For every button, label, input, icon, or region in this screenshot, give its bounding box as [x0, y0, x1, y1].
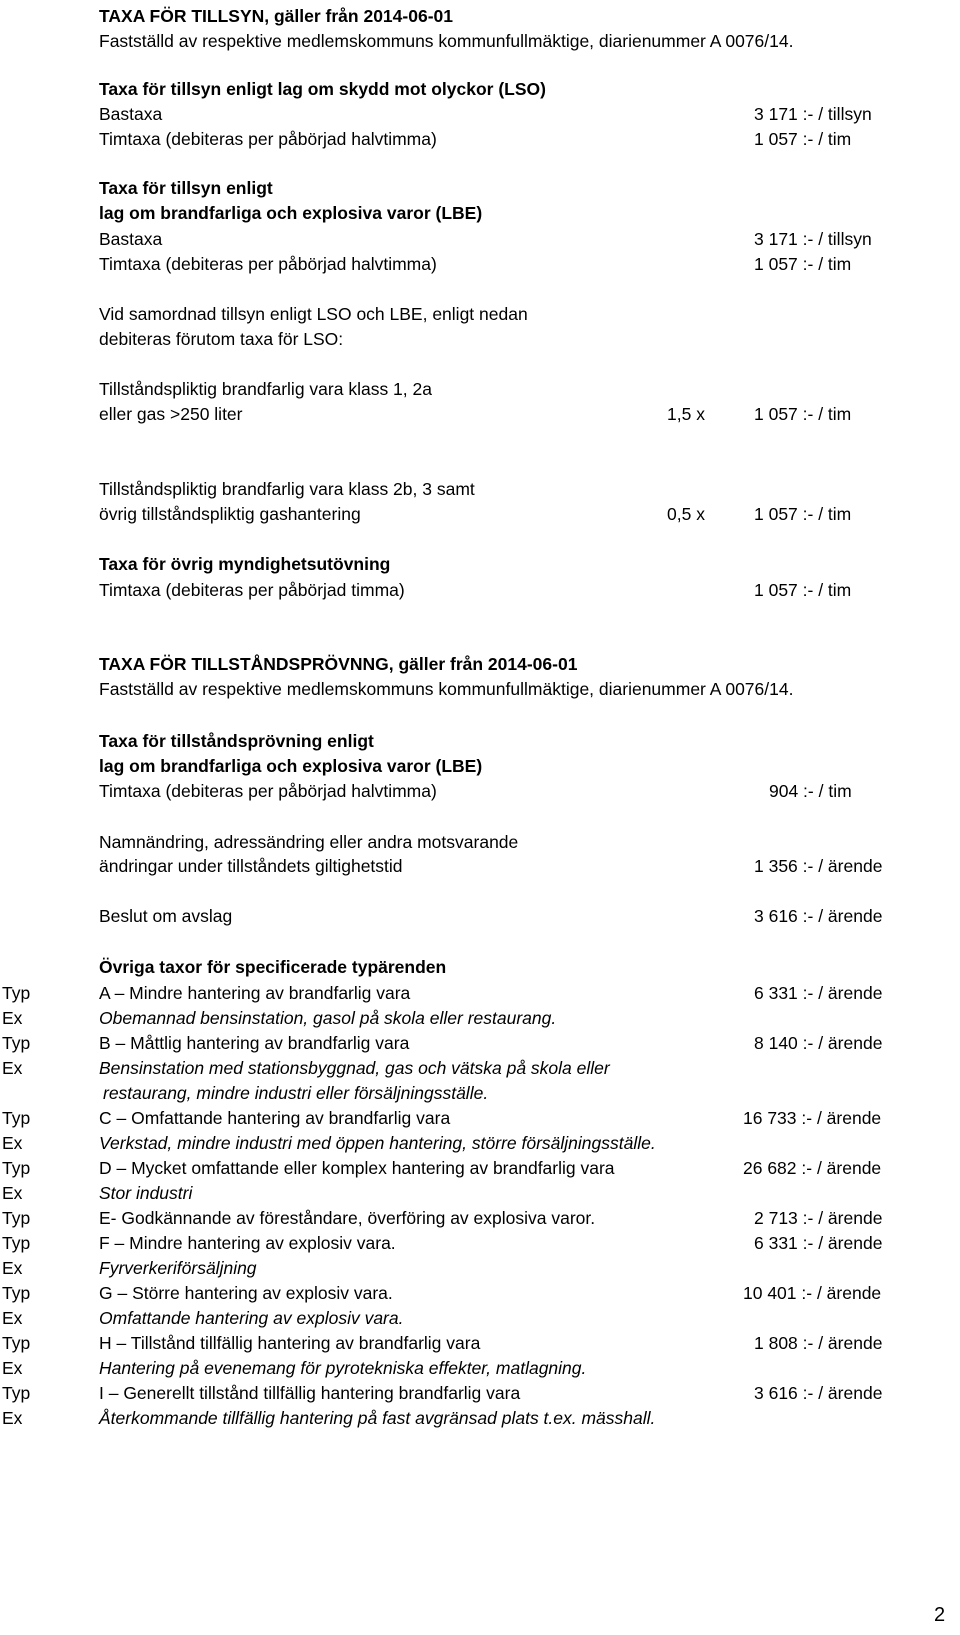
row-tag: Ex: [2, 1308, 23, 1328]
row-tag: Typ: [2, 1383, 31, 1403]
row-example: Bensinstation med stationsbyggnad, gas och vätska på skola eller: [99, 1058, 610, 1078]
tillstand-timtaxa-value: 904 :- / tim: [769, 781, 852, 801]
avslag-label: Beslut om avslag: [99, 906, 233, 926]
klass2b-line-1: Tillståndspliktig brandfarlig vara klass 2b, 3 samt: [99, 479, 475, 499]
tillstand-title: TAXA FÖR TILLSTÅNDSPRÖVNNG, gäller från 2014-06-01: [99, 654, 578, 674]
lbe-heading-line-1: Taxa för tillsyn enligt: [99, 178, 273, 198]
tillsyn-title: TAXA FÖR TILLSYN, gäller från 2014-06-01: [99, 6, 453, 26]
row-text: F – Mindre hantering av explosiv vara.: [99, 1233, 396, 1253]
row-example: Hantering på evenemang för pyrotekniska effekter, matlagning.: [99, 1358, 587, 1378]
row-tag: Ex: [2, 1258, 23, 1278]
lbe-bastaxa-value: 3 171 :- / tillsyn: [754, 229, 872, 249]
row-value: 16 733 :- / ärende: [743, 1108, 882, 1128]
lso-timtaxa-label: Timtaxa (debiteras per påbörjad halvtimma): [99, 129, 437, 149]
row-value: 10 401 :- / ärende: [743, 1283, 882, 1303]
row-tag: Typ: [2, 983, 31, 1003]
avslag-value: 3 616 :- / ärende: [754, 906, 883, 926]
samordnad-line-2: debiteras förutom taxa för LSO:: [99, 329, 344, 349]
row-tag: Typ: [2, 1333, 31, 1353]
row-example: Obemannad bensinstation, gasol på skola eller restaurang.: [99, 1008, 557, 1028]
row-text: I – Generellt tillstånd tillfällig hantering brandfarlig vara: [99, 1383, 521, 1403]
lbe-heading-line-2: lag om brandfarliga och explosiva varor (LBE): [99, 203, 483, 223]
samordnad-line-1: Vid samordnad tillsyn enligt LSO och LBE, enligt nedan: [99, 304, 528, 324]
row-text: H – Tillstånd tillfällig hantering av brandfarlig vara: [99, 1333, 481, 1353]
ovrig-label: Timtaxa (debiteras per påbörjad timma): [99, 580, 405, 600]
row-value: 2 713 :- / ärende: [754, 1208, 883, 1228]
klass2b-value: 1 057 :- / tim: [754, 504, 852, 524]
klass1-value: 1 057 :- / tim: [754, 404, 852, 424]
row-example: Omfattande hantering av explosiv vara.: [99, 1308, 404, 1328]
row-value: 8 140 :- / ärende: [754, 1033, 883, 1053]
klass1-line-1: Tillståndspliktig brandfarlig vara klass 1, 2a: [99, 379, 432, 399]
row-tag: Typ: [2, 1158, 31, 1178]
lbe-timtaxa-label: Timtaxa (debiteras per påbörjad halvtimma): [99, 254, 437, 274]
row-text: A – Mindre hantering av brandfarlig vara: [99, 983, 411, 1003]
namnandring-line-1: Namnändring, adressändring eller andra motsvarande: [99, 832, 519, 852]
row-example-continued: restaurang, mindre industri eller försäljningsställe.: [103, 1083, 489, 1103]
row-tag: Ex: [2, 1358, 23, 1378]
ovriga-heading: Övriga taxor för specificerade typärenden: [99, 957, 447, 977]
tillsyn-subtitle: Fastställd av respektive medlemskommuns kommunfullmäktige, diarienummer A 0076/14.: [99, 31, 794, 51]
row-text: E- Godkännande av föreståndare, överföring av explosiva varor.: [99, 1208, 596, 1228]
klass1-line-2: eller gas >250 liter: [99, 404, 243, 424]
row-value: 3 616 :- / ärende: [754, 1383, 883, 1403]
row-example: Fyrverkeriförsäljning: [99, 1258, 257, 1278]
row-text: C – Omfattande hantering av brandfarlig vara: [99, 1108, 451, 1128]
ovrig-value: 1 057 :- / tim: [754, 580, 852, 600]
klass2b-line-2: övrig tillståndspliktig gashantering: [99, 504, 361, 524]
row-text: G – Större hantering av explosiv vara.: [99, 1283, 393, 1303]
tillstand-heading-line-2: lag om brandfarliga och explosiva varor (LBE): [99, 756, 483, 776]
row-tag: Typ: [2, 1033, 31, 1053]
tillstand-heading-line-1: Taxa för tillståndsprövning enligt: [99, 731, 374, 751]
lso-bastaxa-value: 3 171 :- / tillsyn: [754, 104, 872, 124]
lso-bastaxa-label: Bastaxa: [99, 104, 163, 124]
row-tag: Typ: [2, 1208, 31, 1228]
page-number: 2: [934, 1604, 946, 1626]
namnandring-value: 1 356 :- / ärende: [754, 856, 883, 876]
row-value: 1 808 :- / ärende: [754, 1333, 883, 1353]
row-tag: Ex: [2, 1133, 23, 1153]
row-tag: Ex: [2, 1183, 23, 1203]
row-value: 26 682 :- / ärende: [743, 1158, 882, 1178]
row-text: B – Måttlig hantering av brandfarlig vara: [99, 1033, 410, 1053]
row-example: Återkommande tillfällig hantering på fast avgränsad plats t.ex. mässhall.: [99, 1408, 656, 1428]
row-tag: Ex: [2, 1008, 23, 1028]
namnandring-line-2: ändringar under tillståndets giltighetstid: [99, 856, 403, 876]
tillstand-timtaxa-label: Timtaxa (debiteras per påbörjad halvtimma): [99, 781, 437, 801]
lso-timtaxa-value: 1 057 :- / tim: [754, 129, 852, 149]
row-value: 6 331 :- / ärende: [754, 1233, 883, 1253]
tillstand-subtitle: Fastställd av respektive medlemskommuns kommunfullmäktige, diarienummer A 0076/14.: [99, 679, 794, 699]
row-tag: Ex: [2, 1058, 23, 1078]
lso-heading: Taxa för tillsyn enligt lag om skydd mot olyckor (LSO): [99, 79, 546, 99]
row-tag: Typ: [2, 1283, 31, 1303]
row-example: Stor industri: [99, 1183, 193, 1203]
row-example: Verkstad, mindre industri med öppen hantering, större försäljningsställe.: [99, 1133, 656, 1153]
row-tag: Typ: [2, 1233, 31, 1253]
klass1-factor: 1,5 x: [667, 404, 705, 424]
lbe-bastaxa-label: Bastaxa: [99, 229, 163, 249]
lbe-timtaxa-value: 1 057 :- / tim: [754, 254, 852, 274]
row-tag: Typ: [2, 1108, 31, 1128]
ovrig-heading: Taxa för övrig myndighetsutövning: [99, 554, 391, 574]
row-tag: Ex: [2, 1408, 23, 1428]
klass2b-factor: 0,5 x: [667, 504, 705, 524]
row-value: 6 331 :- / ärende: [754, 983, 883, 1003]
row-text: D – Mycket omfattande eller komplex hantering av brandfarlig vara: [99, 1158, 615, 1178]
